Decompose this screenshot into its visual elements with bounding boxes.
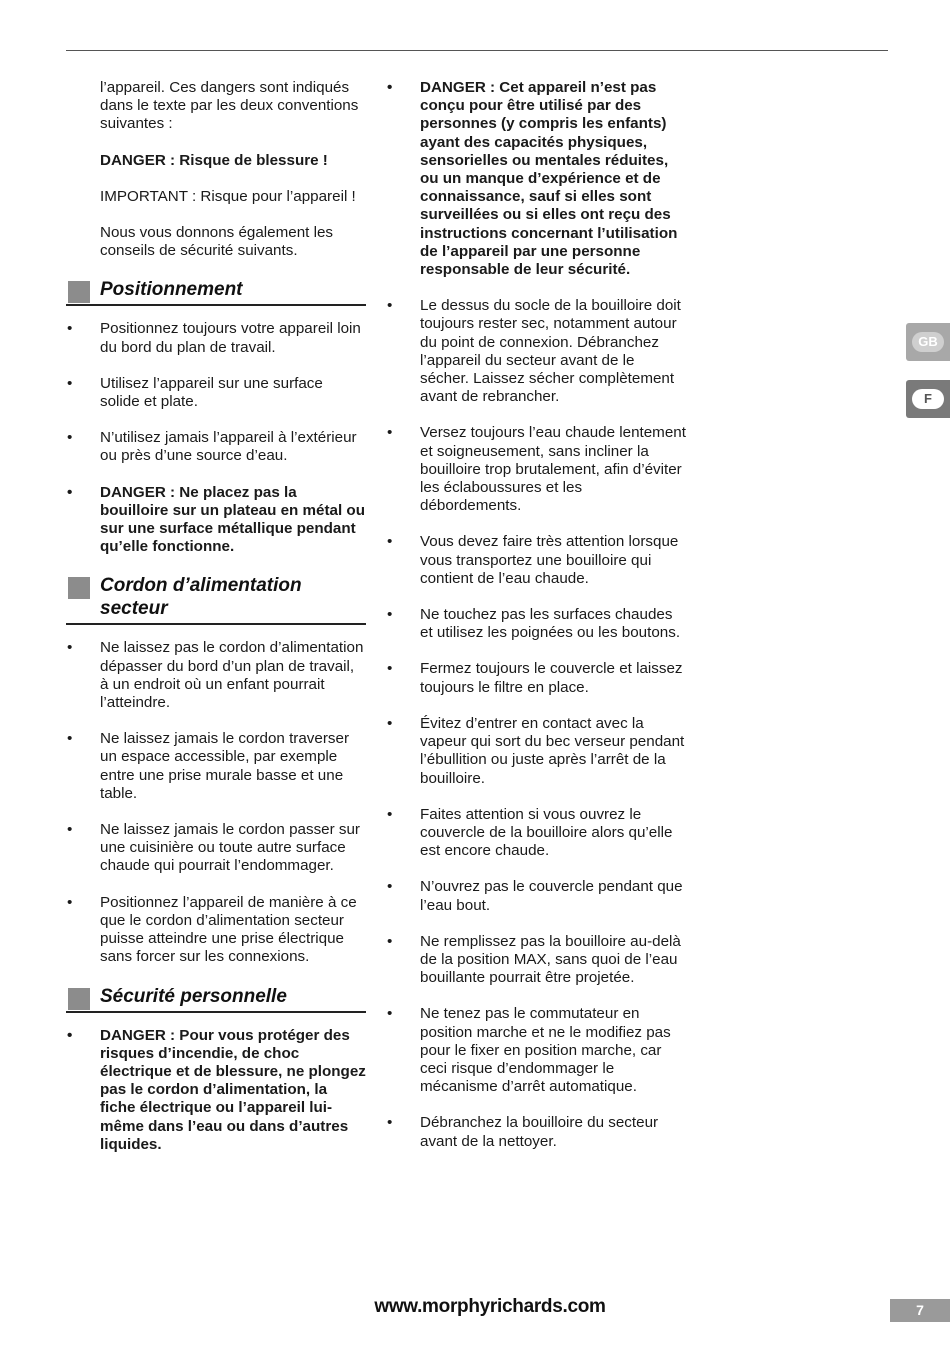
list-item: • Utilisez l’appareil sur une surface solide et plate. [66, 375, 366, 411]
advice-text: Nous vous donnons également les conseils de sécurité suivants. [100, 224, 334, 260]
section-marker-icon [68, 577, 90, 599]
list-item: • Faites attention si vous ouvrez le couvercle de la bouilloire alors qu’elle est encore chaude. [386, 806, 686, 861]
list-item: • N’utilisez jamais l’appareil à l’extérieur ou près d’une source d’eau. [66, 429, 366, 465]
top-divider [66, 50, 888, 51]
securite-list [66, 1027, 366, 1154]
list-item: • Ne remplissez pas la bouilloire au-delà de la position MAX, sans quoi de l’eau bouillante pourrait être projetée. [386, 933, 686, 988]
list-item: • N’ouvrez pas le couvercle pendant que l’eau bout. [386, 878, 686, 914]
cordon-list [66, 639, 366, 966]
left-column [66, 79, 366, 1172]
language-tab-f[interactable] [906, 380, 950, 418]
language-tab-gb[interactable] [906, 323, 950, 361]
list-item: • Fermez toujours le couvercle et laissez toujours le filtre en place. [386, 660, 686, 696]
list-item: • Ne tenez pas le commutateur en position marche et ne le modifiez pas pour le fixer en position marche, car ceci risque d’endommager le mécanisme d’arrêt automatique. [386, 1005, 686, 1096]
section-title: Sécurité personnelle [100, 985, 287, 1007]
list-item: • Ne touchez pas les surfaces chaudes et utilisez les poignées ou les boutons. [386, 606, 686, 642]
language-tab-label: F [912, 389, 944, 409]
positionnement-list [66, 320, 366, 556]
section-title: Cordon d’alimentation secteur [100, 575, 302, 620]
list-item: • Positionnez toujours votre appareil loin du bord du plan de travail. [66, 320, 366, 356]
intro-text: l’appareil. Ces dangers sont indiqués dans le texte par les deux conventions suivantes : [100, 79, 359, 133]
section-securite [66, 985, 366, 1013]
language-tab-label: GB [912, 332, 944, 352]
list-item: • Le dessus du socle de la bouilloire doit toujours rester sec, notamment autour du point de connexion. Débranchez l’appareil du secteur avant de le sécher. Laissez sécher complètement avant de rebrancher. [386, 297, 686, 406]
footer-website: www.morphyrichards.com [374, 1296, 606, 1317]
section-marker-icon [68, 281, 90, 303]
list-item: • Ne laissez jamais le cordon passer sur une cuisinière ou toute autre surface chaude qui pourrait l’endommager. [66, 821, 366, 876]
list-item: • Vous devez faire très attention lorsque vous transportez une bouilloire qui contient de l’eau chaude. [386, 533, 686, 588]
danger-item: • DANGER : Ne placez pas la bouilloire sur un plateau en métal ou sur une surface métallique pendant qu’elle fonctionne. [66, 484, 366, 557]
safety-list [386, 79, 686, 1151]
list-item: • Évitez d’entrer en contact avec la vapeur qui sort du bec verseur pendant l’ébullition ou juste après l’arrêt de la bouilloire. [386, 715, 686, 788]
right-column [386, 79, 686, 1169]
important-convention: IMPORTANT : Risque pour l’appareil ! [100, 187, 356, 205]
danger-convention: DANGER : Risque de blessure ! [100, 151, 328, 169]
page-number: 7 [890, 1299, 950, 1322]
list-item: • Positionnez l’appareil de manière à ce que le cordon d’alimentation secteur puisse atteindre une prise électrique sans forcer sur les connexions. [66, 894, 366, 967]
list-item: • Débranchez la bouilloire du secteur avant de la nettoyer. [386, 1114, 686, 1150]
danger-item: • DANGER : Cet appareil n’est pas conçu pour être utilisé par des personnes (y compris les enfants) ayant des capacités physiques, sensorielles ou mentales réduites, ou un manque d’expérience et de connaissance, sauf si elles sont surveillées ou si elles ont reçu des instructions concernant l’utilisation de l’appareil par une personne responsable de leur sécurité. [386, 79, 686, 279]
section-cordon [66, 574, 366, 625]
section-marker-icon [68, 988, 90, 1010]
danger-item: • DANGER : Pour vous protéger des risques d’incendie, de choc électrique et de blessure, ne plongez pas le cordon d’alimentation, la fiche électrique ou l’appareil lui-même dans l’eau ou dans d’autres liquides. [66, 1027, 366, 1154]
list-item: • Ne laissez pas le cordon d’alimentation dépasser du bord d’un plan de travail, à un endroit où un enfant pourrait l’atteindre. [66, 639, 366, 712]
list-item: • Versez toujours l’eau chaude lentement et soigneusement, sans incliner la bouilloire trop brutalement, afin d’éviter les éclaboussures et les débordements. [386, 424, 686, 515]
section-positionnement [66, 278, 366, 306]
section-title: Positionnement [100, 279, 243, 301]
list-item: • Ne laissez jamais le cordon traverser un espace accessible, par exemple entre une prise murale basse et une table. [66, 730, 366, 803]
